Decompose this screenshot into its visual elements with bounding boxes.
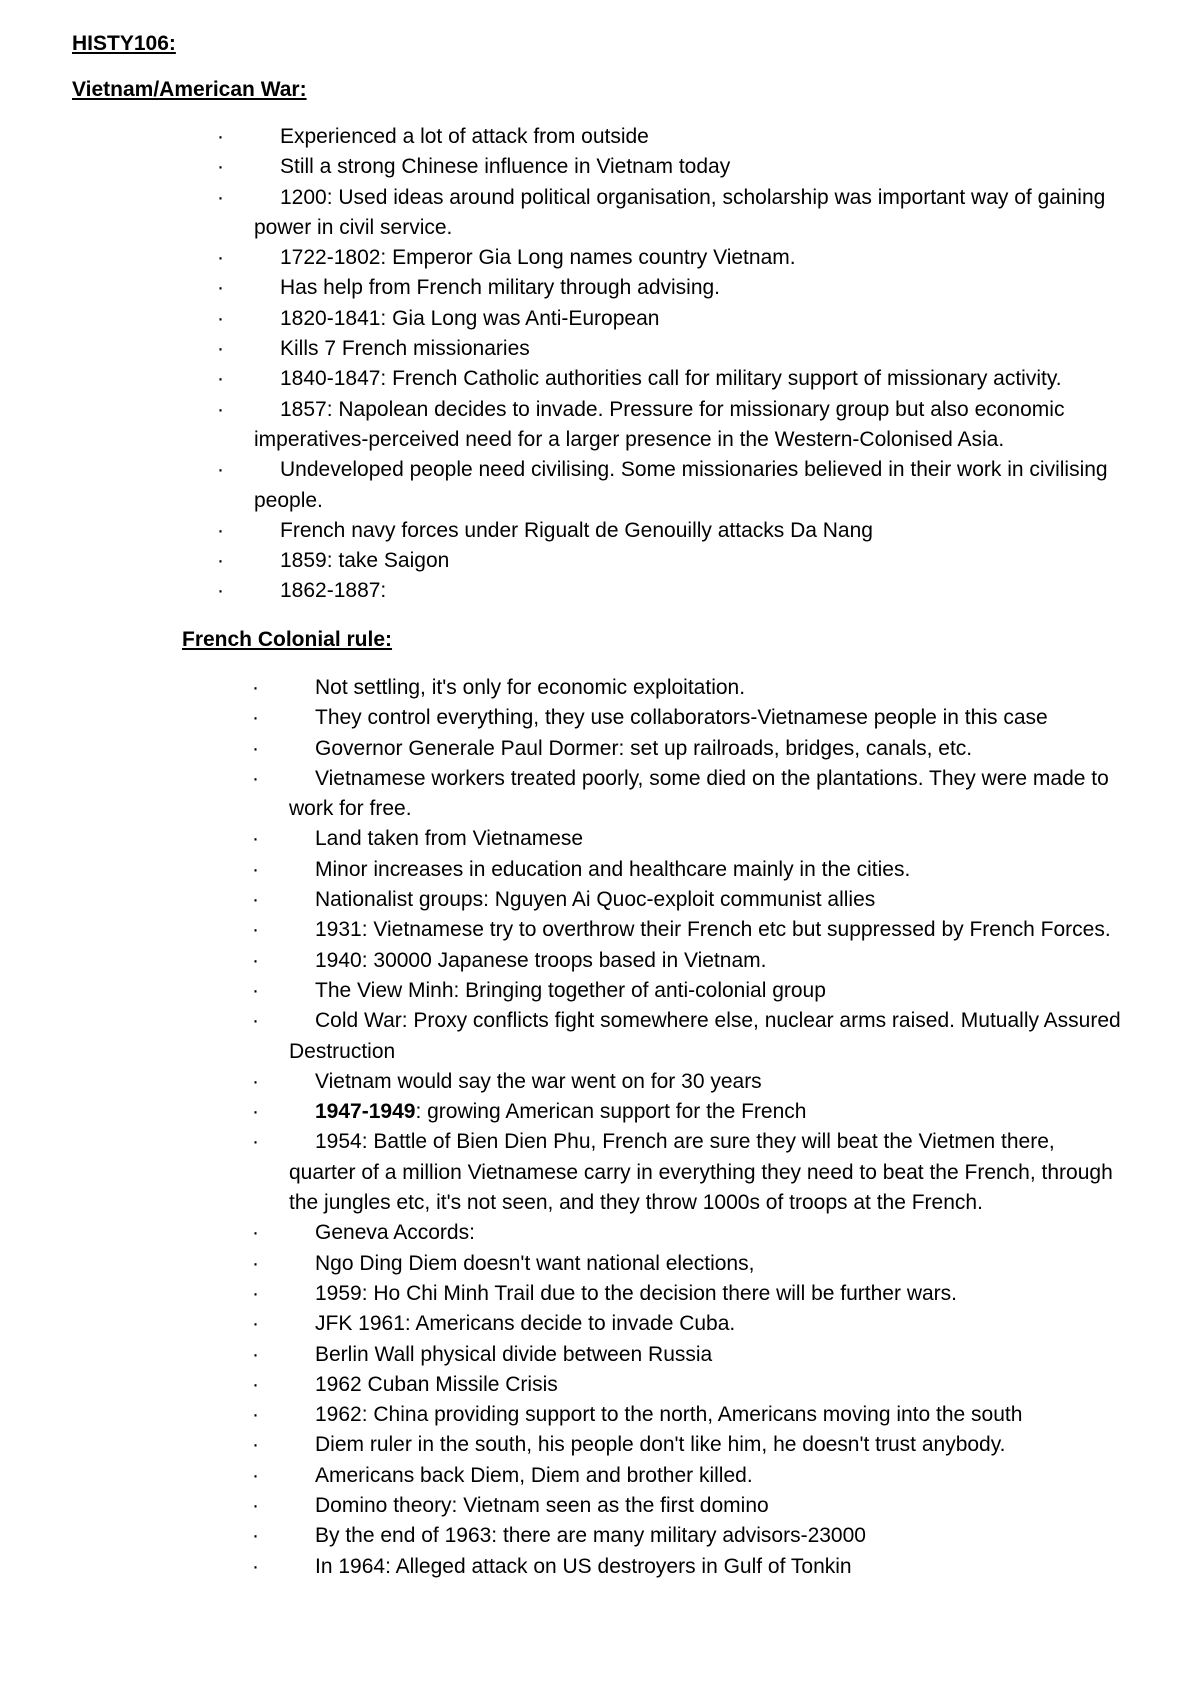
list-item <box>252 1249 1122 1279</box>
list-item <box>252 703 1122 733</box>
list-item <box>252 1097 1122 1127</box>
list-item <box>252 946 1122 976</box>
bullet-marker: · <box>217 125 224 148</box>
list-item-text: Ngo Ding Diem doesn't want national elections, <box>315 1251 755 1275</box>
bullet-marker: · <box>252 918 259 942</box>
bullet-marker: · <box>252 1251 259 1275</box>
french-colonial-rule-list <box>252 673 1122 1582</box>
bullet-marker: · <box>217 185 224 209</box>
list-item <box>252 1491 1122 1521</box>
list-item-text: Nationalist groups: Nguyen Ai Quoc-exploit communist allies <box>315 888 876 912</box>
list-item-text: 1859: take Saigon <box>280 549 450 573</box>
list-item-text: 1954: Battle of Bien Dien Phu, French are sure they will beat the Vietmen there, quarter of a million Vietnamese carry in everything they need to beat the French, through the jungles etc, it's not seen, and they throw 1000s of troops at the French. <box>289 1130 1113 1215</box>
bullet-marker: · <box>217 549 224 573</box>
bullet-marker: · <box>217 276 224 300</box>
vietnam-war-list <box>217 122 1117 607</box>
bullet-marker: · <box>252 1463 259 1487</box>
list-item-text: In 1964: Alleged attack on US destroyers in Gulf of Tonkin <box>315 1554 852 1578</box>
list-item <box>252 1309 1122 1339</box>
bullet-marker: · <box>252 1342 259 1366</box>
list-item-text: Vietnam would say the war went on for 30 years <box>315 1069 762 1093</box>
list-item <box>217 395 1117 456</box>
list-item-text: Americans back Diem, Diem and brother killed. <box>315 1463 753 1487</box>
list-item <box>217 122 1117 152</box>
list-item <box>217 455 1117 516</box>
list-item-text: 1959: Ho Chi Minh Trail due to the decision there will be further wars. <box>315 1281 957 1305</box>
list-item-text: Kills 7 French missionaries <box>280 337 530 361</box>
list-item <box>217 183 1117 244</box>
list-item-text: 1962 Cuban Missile Crisis <box>315 1372 558 1396</box>
bullet-marker: · <box>217 306 224 330</box>
list-item-text: Experienced a lot of attack from outside <box>280 125 649 148</box>
bullet-marker: · <box>217 518 224 542</box>
bullet-marker: · <box>252 827 259 851</box>
list-item <box>252 1461 1122 1491</box>
section-heading-vietnam-war: Vietnam/American War: <box>72 78 307 101</box>
bullet-marker: · <box>252 706 259 730</box>
bullet-marker: · <box>252 888 259 912</box>
list-item <box>252 1370 1122 1400</box>
list-item <box>252 1430 1122 1460</box>
list-item-text: Berlin Wall physical divide between Russia <box>315 1342 713 1366</box>
bullet-marker: · <box>217 397 224 421</box>
list-item-text: 1862-1887: <box>280 579 387 603</box>
bullet-marker: · <box>252 1554 259 1578</box>
bullet-marker: · <box>252 1372 259 1396</box>
list-item-text: Diem ruler in the south, his people don't like him, he doesn't trust anybody. <box>315 1433 1006 1457</box>
bullet-marker: · <box>252 1009 259 1033</box>
bullet-marker: · <box>252 978 259 1002</box>
list-item-text: Governor Generale Paul Dormer: set up railroads, bridges, canals, etc. <box>315 736 973 760</box>
bullet-marker: · <box>252 736 259 760</box>
list-item <box>217 364 1117 394</box>
list-item <box>252 1552 1122 1582</box>
bullet-marker: · <box>217 155 224 179</box>
bullet-marker: · <box>252 857 259 881</box>
list-item <box>252 1340 1122 1370</box>
bullet-marker: · <box>252 1494 259 1518</box>
course-heading: HISTY106: <box>72 32 176 55</box>
list-item-text: 1962: China providing support to the north, Americans moving into the south <box>315 1403 1023 1427</box>
list-item-text: They control everything, they use collaborators-Vietnamese people in this case <box>315 706 1048 730</box>
list-item-text: JFK 1961: Americans decide to invade Cuba. <box>315 1312 736 1336</box>
bullet-marker: · <box>252 1312 259 1336</box>
bullet-marker: · <box>252 676 259 699</box>
bullet-marker: · <box>252 1069 259 1093</box>
bullet-marker: · <box>217 246 224 270</box>
list-item-text: The View Minh: Bringing together of anti-colonial group <box>315 978 826 1002</box>
list-item <box>252 824 1122 854</box>
list-item-text: Cold War: Proxy conflicts fight somewhere else, nuclear arms raised. Mutually Assured Destruction <box>289 1009 1121 1063</box>
list-item <box>217 546 1117 576</box>
bullet-marker: · <box>217 337 224 361</box>
list-item <box>252 1067 1122 1097</box>
list-item <box>252 855 1122 885</box>
list-item-text: 1840-1847: French Catholic authorities call for military support of missionary activity. <box>280 367 1062 391</box>
list-item <box>252 976 1122 1006</box>
list-item <box>217 576 1117 606</box>
bullet-marker: · <box>252 1524 259 1548</box>
bullet-marker: · <box>252 1281 259 1305</box>
bullet-marker: · <box>217 579 224 603</box>
list-item <box>217 304 1117 334</box>
bullet-marker: · <box>252 1130 259 1154</box>
bullet-marker: · <box>252 766 259 790</box>
bullet-marker: · <box>252 1433 259 1457</box>
list-item <box>217 243 1117 273</box>
list-item-text: 1722-1802: Emperor Gia Long names country Vietnam. <box>280 246 796 270</box>
list-item-text: : growing American support for the French <box>415 1100 807 1124</box>
list-item-text: 1200: Used ideas around political organisation, scholarship was important way of gaining power in civil service. <box>254 185 1106 239</box>
list-item <box>252 1006 1122 1067</box>
list-item-text: Minor increases in education and healthcare mainly in the cities. <box>315 857 911 881</box>
list-item <box>252 915 1122 945</box>
list-item <box>217 334 1117 364</box>
list-item-text: Undeveloped people need civilising. Some missionaries believed in their work in civilising people. <box>254 458 1108 512</box>
list-item-text: Vietnamese workers treated poorly, some died on the plantations. They were made to work for free. <box>289 766 1109 821</box>
list-item-text: 1940: 30000 Japanese troops based in Vietnam. <box>315 948 767 972</box>
bullet-marker: · <box>252 1221 259 1245</box>
bullet-marker: · <box>252 948 259 972</box>
list-item-text: 1820-1841: Gia Long was Anti-European <box>280 306 660 330</box>
list-item <box>252 1127 1122 1218</box>
list-item <box>252 673 1122 703</box>
list-item-text: Still a strong Chinese influence in Vietnam today <box>280 155 731 179</box>
list-item <box>252 1400 1122 1430</box>
list-item-text: 1931: Vietnamese try to overthrow their French etc but suppressed by French Forces. <box>315 918 1111 942</box>
section-heading-french-colonial-rule: French Colonial rule: <box>182 628 393 651</box>
list-item-text: Land taken from Vietnamese <box>315 827 584 851</box>
list-item <box>217 273 1117 303</box>
list-item <box>217 152 1117 182</box>
list-item <box>252 734 1122 764</box>
bullet-marker: · <box>217 458 224 482</box>
list-item-text: French navy forces under Rigualt de Genouilly attacks Da Nang <box>280 518 873 542</box>
list-item <box>252 1279 1122 1309</box>
list-item-text: Has help from French military through advising. <box>280 276 721 300</box>
list-item-text: By the end of 1963: there are many military advisors-23000 <box>315 1524 866 1548</box>
list-item-text: Geneva Accords: <box>315 1221 475 1245</box>
bullet-marker: · <box>252 1403 259 1427</box>
bullet-marker: · <box>217 367 224 391</box>
list-item-text: Domino theory: Vietnam seen as the first domino <box>315 1494 769 1518</box>
list-item-text: Not settling, it's only for economic exploitation. <box>315 676 746 699</box>
list-item <box>252 1521 1122 1551</box>
list-item-text: 1857: Napolean decides to invade. Pressure for missionary group but also economic imperatives-perceived need for a larger presence in the Western-Colonised Asia. <box>254 397 1065 451</box>
list-item <box>252 885 1122 915</box>
list-item-bold-text: 1947-1949 <box>315 1100 416 1124</box>
bullet-marker: · <box>252 1100 259 1124</box>
list-item <box>252 764 1122 825</box>
list-item <box>217 516 1117 546</box>
list-item <box>252 1218 1122 1248</box>
